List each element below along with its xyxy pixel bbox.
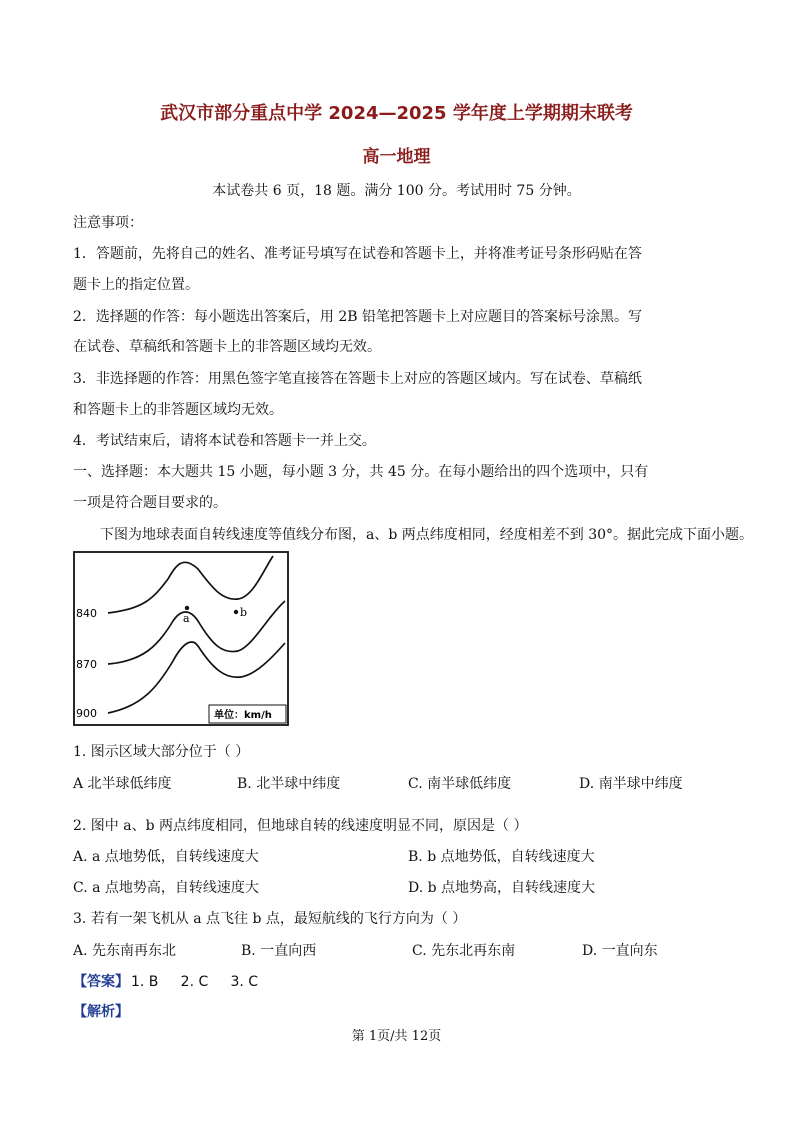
- notice-line: 1．答题前，先将自己的姓名、准考证号填写在试卷和答题卡上，并将准考证号条形码贴在答: [73, 246, 642, 262]
- notice-line: 题卡上的指定位置。: [73, 277, 199, 293]
- section-heading-cont: 一项是符合题目要求的。: [73, 495, 227, 511]
- contour-label-870: 870: [76, 658, 97, 671]
- answer-label: 【答案】: [73, 974, 129, 990]
- notice-line: 4．考试结束后，请将本试卷和答题卡一并上交。: [73, 433, 376, 449]
- question-group-stem: 下图为地球表面自转线速度等值线分布图，a、b 两点纬度相同，经度相差不到 30°。据此完成下面小题。: [100, 527, 754, 543]
- notice-heading: 注意事项：: [73, 215, 143, 231]
- point-a-label: a: [183, 612, 190, 625]
- contour-map-figure: [73, 551, 289, 726]
- question-3-option-c: C. 先东北再东南: [412, 943, 516, 959]
- answer-line: [73, 971, 258, 991]
- question-3-stem: 3. 若有一架飞机从 a 点飞往 b 点，最短航线的飞行方向为（ ）: [73, 911, 467, 927]
- question-2-option-b: B. b 点地势低，自转线速度大: [408, 849, 595, 865]
- point-b-marker: [234, 610, 238, 614]
- question-1-option-d: D. 南半球中纬度: [579, 776, 683, 792]
- page-subtitle: 高一地理: [362, 147, 431, 167]
- notice-line: 2．选择题的作答：每小题选出答案后，用 2B 铅笔把答题卡上对应题目的答案标号涂黑。写: [73, 309, 643, 325]
- question-3-option-a: A. 先东南再东北: [73, 943, 177, 959]
- question-1-option-a: A 北半球低纬度: [73, 776, 172, 792]
- analysis-label: 【解析】: [73, 1004, 129, 1020]
- point-a-marker: [185, 606, 189, 610]
- question-3-option-b: B. 一直向西: [241, 943, 317, 959]
- notice-line: 和答题卡上的非答题区域均无效。: [73, 402, 283, 418]
- page-footer: 第 1页/共 12页: [351, 1029, 442, 1044]
- contour-label-900: 900: [76, 707, 97, 720]
- unit-label: 单位：km/h: [214, 710, 272, 721]
- question-2-stem: 2. 图中 a、b 两点纬度相同，但地球自转的线速度明显不同，原因是（ ）: [73, 818, 528, 834]
- page-title: 武汉市部分重点中学 2024—2025 学年度上学期期末联考: [160, 103, 633, 124]
- question-3-option-d: D. 一直向东: [582, 943, 658, 959]
- section-heading: 一、选择题：本大题共 15 小题，每小题 3 分，共 45 分。在每小题给出的四个选项中，只有: [73, 464, 649, 480]
- question-2-option-d: D. b 点地势高，自转线速度大: [408, 880, 596, 896]
- question-2-option-a: A. a 点地势低，自转线速度大: [73, 849, 259, 865]
- question-1-option-b: B. 北半球中纬度: [237, 776, 341, 792]
- point-b-label: b: [240, 606, 248, 619]
- contour-label-840: 840: [76, 607, 97, 620]
- question-2-option-c: C. a 点地势高，自转线速度大: [73, 880, 259, 896]
- notice-line: 在试卷、草稿纸和答题卡上的非答题区域均无效。: [73, 339, 381, 355]
- answer-values: 1. B 2. C 3. C: [131, 974, 259, 990]
- figure-frame: [74, 552, 288, 725]
- question-1-option-c: C. 南半球低纬度: [408, 776, 512, 792]
- exam-intro: 本试卷共 6 页，18 题。满分 100 分。考试用时 75 分钟。: [212, 183, 581, 199]
- question-1-stem: 1. 图示区域大部分位于（ ）: [73, 744, 250, 760]
- notice-line: 3．非选择题的作答：用黑色签字笔直接答在答题卡上对应的答题区域内。写在试卷、草稿纸: [73, 371, 642, 387]
